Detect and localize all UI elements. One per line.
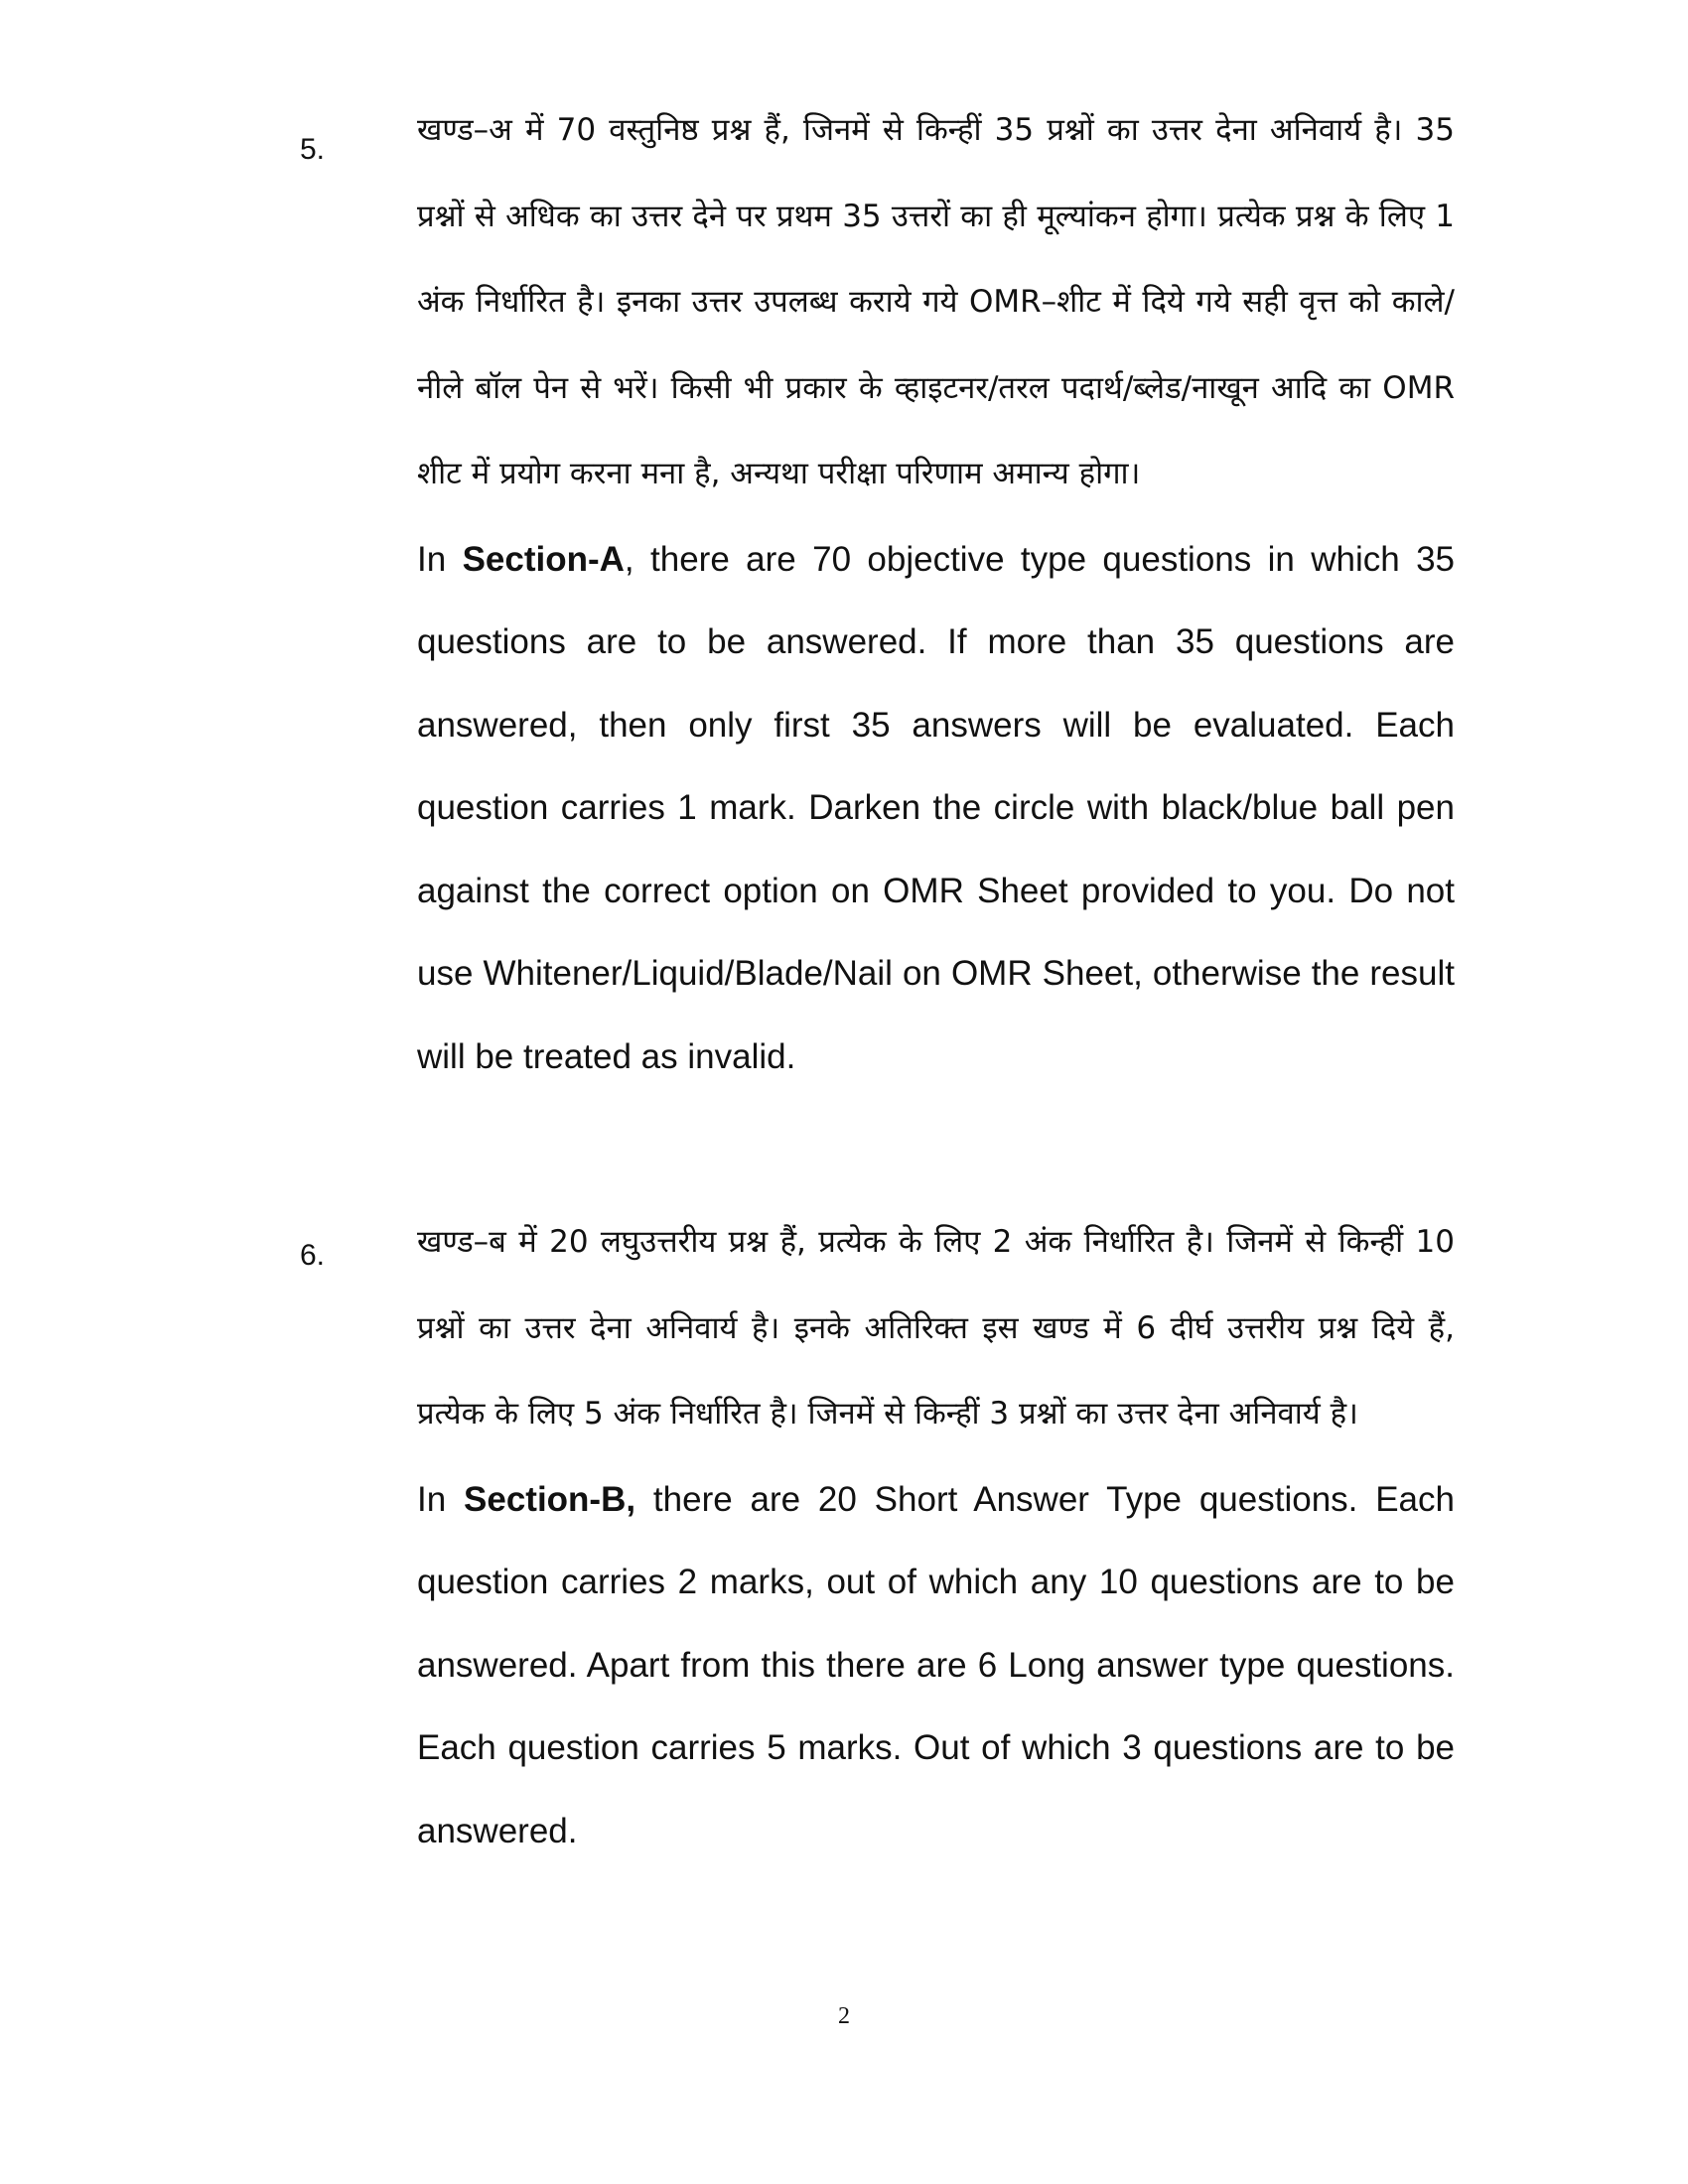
instruction-number: 6. <box>300 1239 326 1272</box>
english-body: , there are 70 objective type questions in which 35 questions are to be answered. If more than 35 questions are answered, then only first 35 answers will be evaluated. Each question carries 1 mark. Darken the circle with black/blue ball pen against the correct option on OMR Sheet provided to you. Do not use Whitener/Liquid/Blade/Nail on OMR Sheet, otherwise the result will be treated as invalid. <box>417 539 1455 1076</box>
instruction-hindi-text: खण्ड–ब में 20 लघुउत्तरीय प्रश्न हैं, प्रत्येक के लिए 2 अंक निर्धारित है। जिनमें से किन्हीं 10 प्रश्नों का उत्तर देना अनिवार्य है। इनके अतिरिक्त इस खण्ड में 6 दीर्घ उत्तरीय प्रश्न दिये हैं, प्रत्येक के लिए 5 अंक निर्धारित है। जिनमें से किन्हीं 3 प्रश्नों का उत्तर देना अनिवार्य है। <box>417 1224 1455 1432</box>
section-label: Section-A <box>462 539 625 579</box>
instruction-english-text <box>417 1458 1455 1873</box>
instruction-item-5 <box>417 105 1455 1098</box>
english-prefix: In <box>417 1479 465 1519</box>
page-number: 2 <box>838 2003 850 2029</box>
english-prefix: In <box>417 539 463 579</box>
instruction-english-text <box>417 518 1455 1099</box>
instruction-item-6 <box>417 1217 1455 1872</box>
instruction-hindi-text: खण्ड–अ में 70 वस्तुनिष्ठ प्रश्न हैं, जिनमें से किन्हीं 35 प्रश्नों का उत्तर देना अनिवार्य है। 35 प्रश्नों से अधिक का उत्तर देने पर प्रथम 35 उत्तरों का ही मूल्यांकन होगा। प्रत्येक प्रश्न के लिए 1 अंक निर्धारित है। इनका उत्तर उपलब्ध कराये गये OMR–शीट में दिये गये सही वृत्त को काले/नीले बॉल पेन से भरें। किसी भी प्रकार के व्हाइटनर/तरल पदार्थ/ब्लेड/नाखून आदि का OMR शीट में प्रयोग करना मना है, अन्यथा परीक्षा परिणाम अमान्य होगा। <box>417 112 1455 491</box>
section-label: Section-B, <box>464 1479 636 1519</box>
english-body: there are 20 Short Answer Type questions. Each question carries 2 marks, out of which any 10 questions are to be answered. Apart from this there are 6 Long answer type questions. Each question carries 5 marks. Out of which 3 questions are to be answered. <box>417 1479 1455 1850</box>
instruction-number: 5. <box>300 133 326 166</box>
